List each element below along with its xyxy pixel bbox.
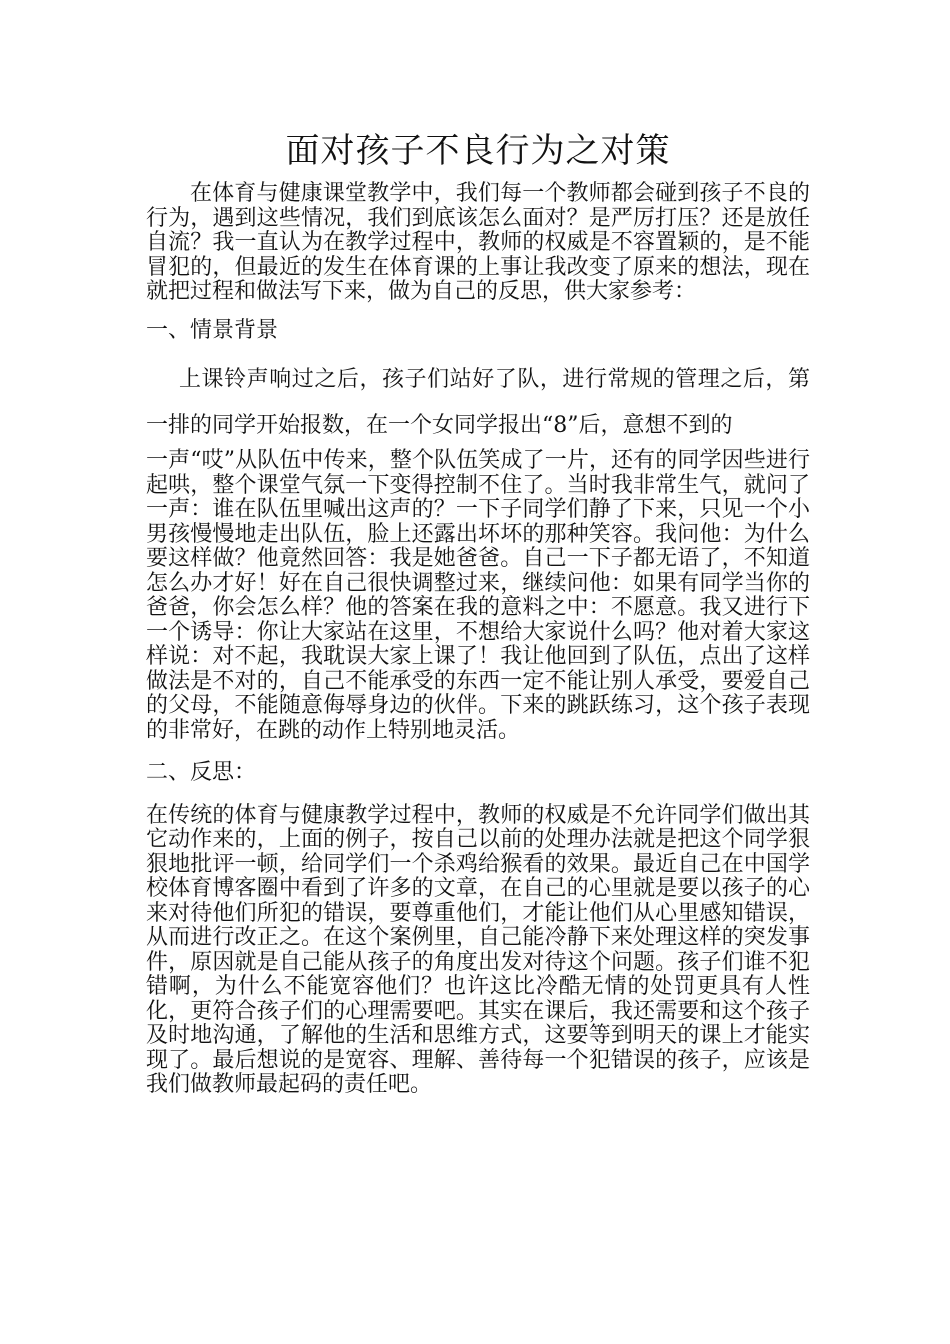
intro-paragraph: 在体育与健康课堂教学中，我们每一个教师都会碰到孩子不良的行为，遇到这些情况，我们到底该怎么面对？是严厉打压？还是放任自流？我一直认为在教学过程中，教师的权威是不容置颖的，是不能冒犯的，但最近的发生在体育课的上事让我改变了原来的想法，现在就把过程和做法写下来，做为自己的反思，供大家参考： xyxy=(146,181,810,304)
reflection-paragraph: 在传统的体育与健康教学过程中，教师的权威是不允许同学们做出其它动作来的，上面的例子，按自己以前的处理办法就是把这个同学狠狠地批评一顿，给同学们一个杀鸡给猴看的效果。最近自己在中国学校体育博客圈中看到了许多的文章，在自己的心里就是要以孩子的心来对待他们所犯的错误，要尊重他们，才能让他们从心里感知错误，从而进行改正之。在这个案例里，自己能冷静下来处理这样的突发事件，原因就是自己能从孩子的角度出发对待这个问题。孩子们谁不犯错啊，为什么不能宽容他们？也许这比冷酷无情的处罚更具有人性化，更符合孩子们的心理需要吧。其实在课后，我还需要和这个孩子及时地沟通，了解他的生活和思维方式，这要等到明天的课上才能实现了。最后想说的是宽容、理解、善待每一个犯错误的孩子，应该是我们做教师最起码的责任吧。 xyxy=(146,802,810,1097)
section-heading-background: 一、情景背景 xyxy=(146,317,279,343)
spacer xyxy=(146,305,810,319)
scene-paragraph-opening: 上课铃声响过之后，孩子们站好了队，进行常规的管理之后，第一排的同学开始报数，在一个女同学报出“8”后，意想不到的 xyxy=(146,367,810,438)
scene-paragraph: 一声“哎”从队伍中传来，整个队伍笑成了一片，还有的同学因些进行起哄，整个课堂气氛一下变得控制不住了。当时我非常生气，就问了一声：谁在队伍里喊出这声的？一下子同学们静了下来，只见一个小男孩慢慢地走出队伍，脸上还露出坏坏的那种笑容。我问他：为什么要这样做？他竟然回答：我是她爸爸。自己一下子都无语了，不知道怎么办才好！好在自己很快调整过来，继续问他：如果有同学当你的爸爸，你会怎么样？他的答案在我的意料之中：不愿意。我又进行下一个诱导：你让大家站在这里，不想给大家说什么吗？他对着大家这样说：对不起，我耽误大家上课了！我让他回到了队伍，点出了这样做法是不对的，自己不能承受的东西一定不能让别人承受，要爱自己的父母，不能随意侮辱身边的伙伴。下来的跳跃练习，这个孩子表现的非常好，在跳的动作上特别地灵活。 xyxy=(146,448,810,743)
document-body xyxy=(146,128,810,1098)
document-title: 面对孩子不良行为之对策 xyxy=(285,131,671,171)
spacer xyxy=(146,343,810,357)
spacer xyxy=(146,743,810,761)
spacer xyxy=(146,786,810,804)
section-heading-reflection: 二、反思： xyxy=(146,760,257,785)
